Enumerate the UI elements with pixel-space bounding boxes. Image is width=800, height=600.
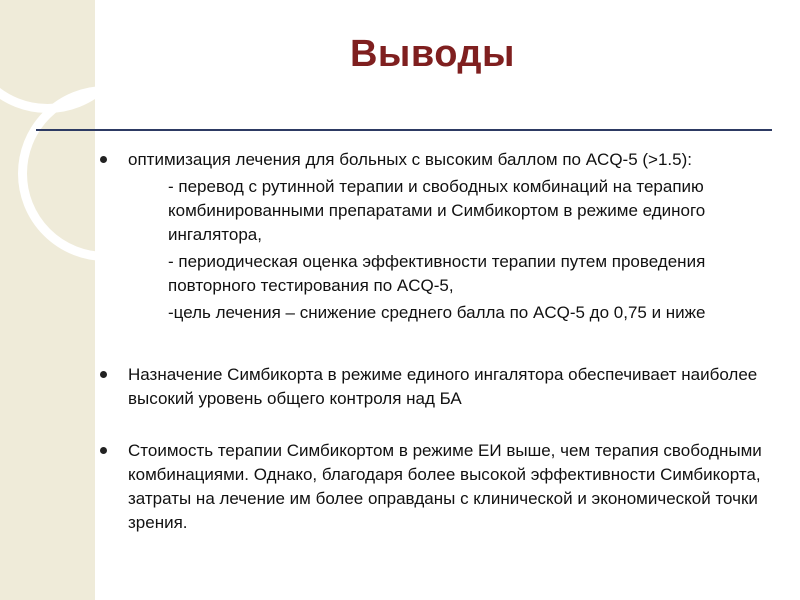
bullet-item — [96, 148, 776, 325]
bullet-dot-icon — [100, 447, 107, 454]
bullet-item — [96, 439, 776, 535]
sub-item: - периодическая оценка эффективности терапии путем проведения повторного тестирования по ACQ-5, — [168, 252, 706, 295]
sub-item: - перевод с рутинной терапии и свободных комбинаций на терапию комбинированными препаратами и Симбикортом в режиме единого ингалятора, — [168, 177, 706, 244]
bullet-item — [96, 363, 776, 411]
slide-title: Выводы — [349, 33, 516, 75]
slide-content — [96, 148, 776, 535]
bullet-text: оптимизация лечения для больных с высоким баллом по ACQ-5 (>1.5): — [128, 150, 692, 169]
bullet-text: Назначение Симбикорта в режиме единого ингалятора обеспечивает наиболее высокий уровень общего контроля над БА — [128, 365, 758, 408]
title-divider — [36, 129, 772, 131]
bullet-dot-icon — [100, 371, 107, 378]
sub-item: -цель лечения – снижение среднего балла по ACQ-5 до 0,75 и ниже — [168, 303, 706, 322]
bullet-dot-icon — [100, 156, 107, 163]
bullet-text: Стоимость терапии Симбикортом в режиме ЕИ выше, чем терапия свободными комбинациями. Однако, благодаря более высокой эффективности Симбикорта, затраты на лечение им более оправданы с клинической и экономической точки зрения. — [128, 441, 762, 532]
